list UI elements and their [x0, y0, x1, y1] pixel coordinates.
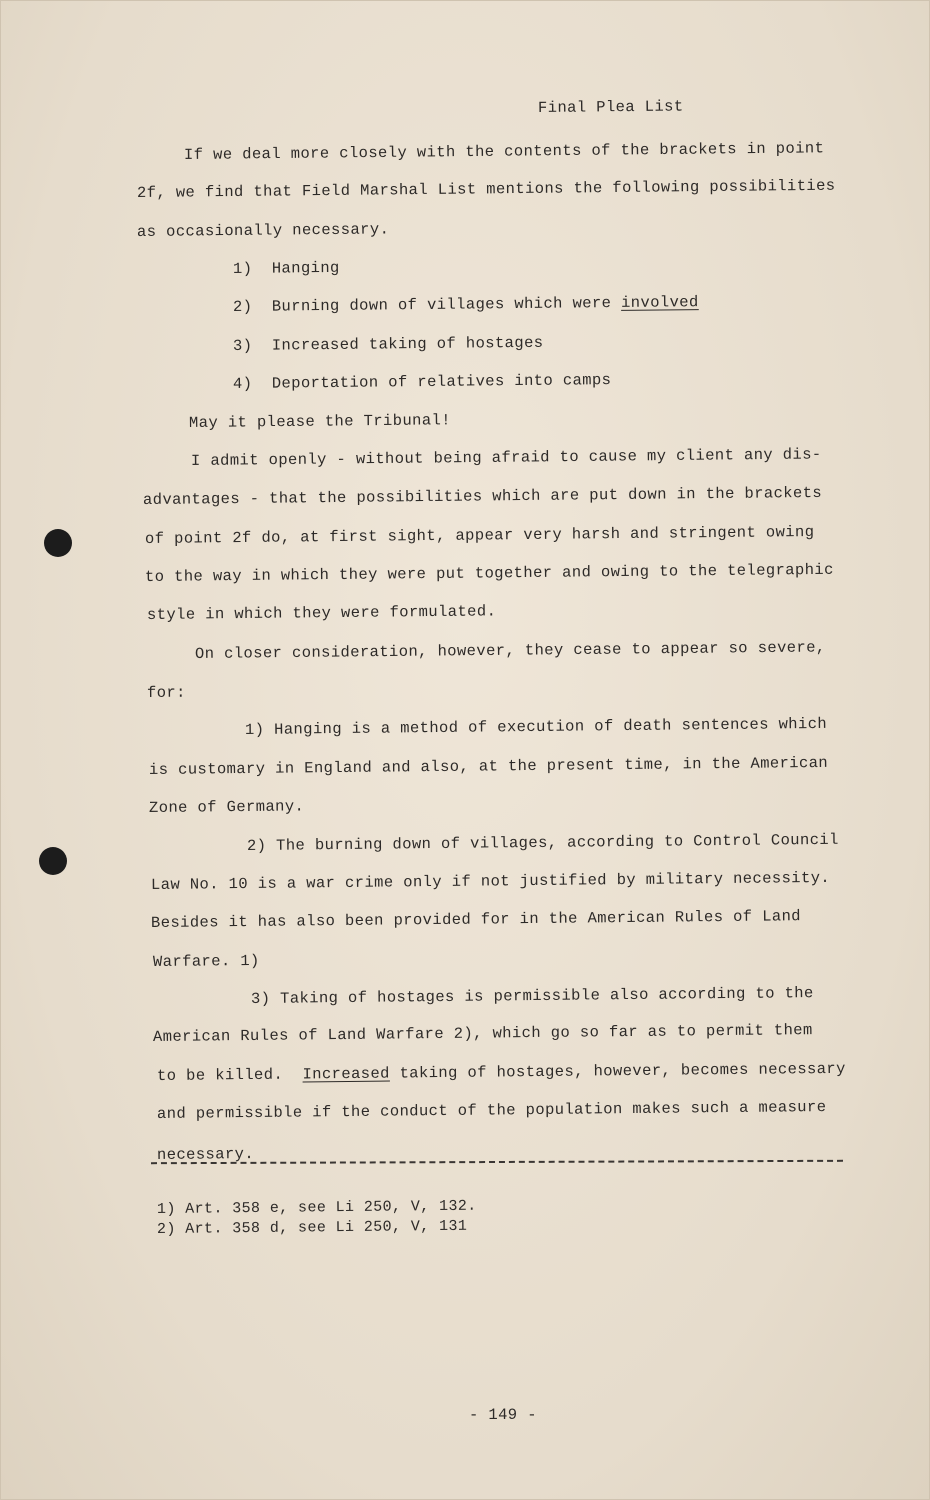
- underlined-word: involved: [620, 293, 699, 312]
- page-title: Final Plea List: [537, 97, 684, 117]
- paragraph-line: advantages - that the possibilities which are put down in the brackets: [142, 483, 823, 509]
- list-number: 4): [232, 374, 253, 393]
- paragraph-line: I admit openly - without being afraid to cause my client any dis-: [190, 445, 822, 470]
- list-item: [233, 293, 699, 316]
- list-number: 2): [232, 297, 253, 316]
- list-item: [233, 259, 340, 278]
- footnote: 1) Art. 358 e, see Li 250, V, 132.: [156, 1197, 477, 1218]
- address-line: May it please the Tribunal!: [188, 411, 452, 432]
- list-text: Deportation of relatives into camps: [271, 371, 612, 393]
- paragraph-line: If we deal more closely with the contents of the brackets in point: [183, 139, 825, 164]
- list-item: [233, 371, 612, 393]
- text-span: taking of hostages, however, becomes necessary: [399, 1059, 846, 1083]
- paragraph-line: 1) Hanging is a method of execution of death sentences which: [244, 714, 828, 739]
- list-number: 3): [232, 336, 253, 355]
- underlined-word: Increased: [302, 1064, 390, 1084]
- paragraph-line: Zone of Germany.: [148, 797, 305, 817]
- paragraph-line: American Rules of Land Warfare 2), which go so far as to permit them: [152, 1021, 813, 1046]
- paragraph-line: and permissible if the conduct of the population makes such a measure: [156, 1097, 827, 1123]
- list-text: Burning down of villages which were: [271, 294, 612, 316]
- paragraph-line: is customary in England and also, at the present time, in the American: [148, 753, 829, 779]
- paragraph-line: to the way in which they were put together and owing to the telegraphic: [144, 560, 834, 586]
- paragraph-line: necessary.: [156, 1144, 255, 1164]
- paragraph-line: 3) Taking of hostages is permissible also according to the: [250, 984, 814, 1008]
- list-text: Hanging: [271, 258, 340, 278]
- page-number: - 149 -: [469, 1406, 537, 1424]
- paragraph-line: 2f, we find that Field Marshal List mentions the following possibilities: [136, 176, 836, 202]
- paragraph-line: Besides it has also been provided for in the American Rules of Land: [150, 907, 802, 932]
- list-number: 1): [232, 259, 253, 278]
- paragraph-line: 2) The burning down of villages, according to Control Council: [246, 830, 839, 855]
- punch-hole: [39, 847, 67, 875]
- paragraph-line: On closer consideration, however, they cease to appear so severe,: [194, 638, 826, 663]
- paragraph-line: Law No. 10 is a war crime only if not justified by military necessity.: [150, 868, 831, 894]
- paragraph-line: [157, 1060, 846, 1085]
- paragraph-line: of point 2f do, at first sight, appear very harsh and stringent owing: [144, 522, 815, 548]
- footnote-divider: [151, 1160, 843, 1164]
- paragraph-line: for:: [146, 683, 186, 702]
- punch-hole: [44, 529, 72, 557]
- paragraph-line: Warfare. 1): [152, 951, 260, 971]
- paragraph-line: as occasionally necessary.: [136, 220, 390, 241]
- paragraph-line: style in which they were formulated.: [146, 602, 497, 624]
- text-span: to be killed.: [156, 1065, 284, 1085]
- footnote: 2) Art. 358 d, see Li 250, V, 131: [156, 1217, 468, 1238]
- list-item: [233, 334, 544, 355]
- list-text: Increased taking of hostages: [271, 333, 544, 355]
